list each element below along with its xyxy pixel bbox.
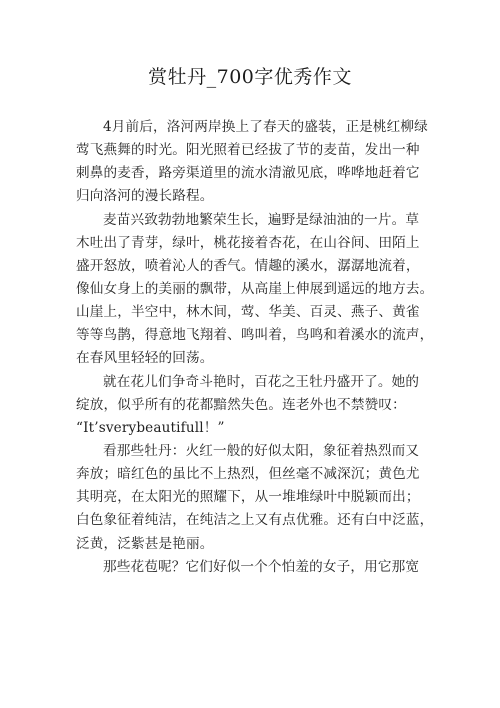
paragraph-line: 像仙女身上的美丽的飘带，从高崖上伸展到遥远的地方去。 bbox=[76, 280, 434, 297]
paragraph-line: 盛开怒放，喷着沁人的香气。情趣的溪水，潺潺地流着， bbox=[76, 257, 420, 274]
paragraph-line: 泛黄，泛紫甚是艳丽。 bbox=[76, 535, 214, 552]
paragraph-line: 山崖上，半空中，林木间，莺、华美、百灵、燕子、黄雀 bbox=[76, 304, 420, 321]
paragraph-line: 那些花苞呢？它们好似一个个怕羞的女子，用它那宽 bbox=[103, 558, 420, 575]
paragraph-line: 白色象征着纯洁，在纯洁之上又有点优雅。还有白中泛蓝， bbox=[76, 512, 434, 529]
paragraph-line: 莺飞燕舞的时光。阳光照着已经拔了节的麦苗，发出一种 bbox=[76, 142, 420, 159]
paragraph-line: 在春风里轻轻的回荡。 bbox=[76, 350, 214, 367]
essay-body bbox=[76, 116, 442, 579]
paragraph-line: “It’sverybeautifull！” bbox=[76, 419, 225, 436]
paragraph-line: 看那些牡丹：火红一般的好似太阳，象征着热烈而又 bbox=[103, 442, 420, 459]
paragraph-line: 就在花儿们争奇斗艳时，百花之王牡丹盛开了。她的 bbox=[103, 373, 420, 390]
paragraph-line: 麦苗兴致勃勃地繁荣生长，遍野是绿油油的一片。草 bbox=[103, 211, 420, 228]
paragraph-line: 等等鸟鹊，得意地飞翔着、鸣叫着，鸟鸣和着溪水的流声， bbox=[76, 327, 434, 344]
paragraph-line: 4月前后，洛河两岸换上了春天的盛装，正是桃红柳绿 bbox=[103, 119, 428, 135]
page-title: 赏牡丹_700字优秀作文 bbox=[148, 66, 352, 88]
paragraph-line: 刺鼻的麦香，路旁渠道里的流水清澈见底，哗哗地赶着它 bbox=[76, 165, 420, 182]
paragraph-line: 其明亮，在太阳光的照耀下，从一堆堆绿叶中脱颖而出； bbox=[76, 489, 420, 506]
paragraph-line: 归向洛河的漫长路程。 bbox=[76, 188, 214, 205]
paragraph-line: 绽放，似乎所有的花都黯然失色。连老外也不禁赞叹： bbox=[76, 396, 406, 413]
paragraph-line: 木吐出了青芽，绿叶，桃花接着杏花，在山谷间、田陌上 bbox=[76, 234, 420, 251]
paragraph-line: 奔放；暗红色的虽比不上热烈，但丝毫不减深沉；黄色尤 bbox=[76, 466, 420, 483]
